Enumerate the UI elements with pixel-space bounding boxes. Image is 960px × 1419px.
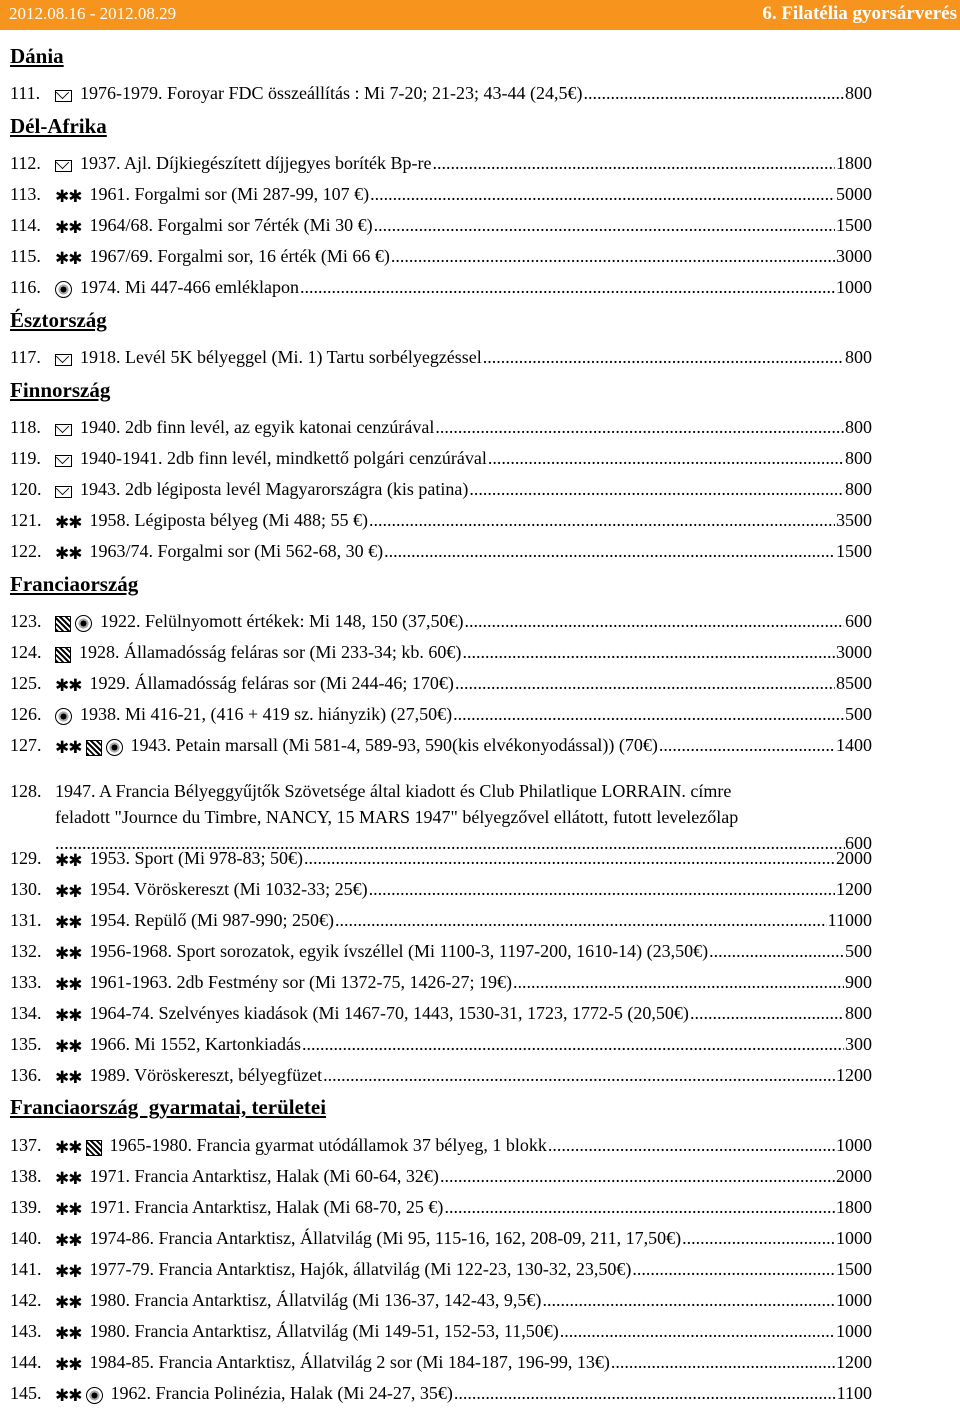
lot-row bbox=[10, 1380, 872, 1404]
condition-icons bbox=[55, 678, 82, 694]
lot-price: 2000 bbox=[836, 1166, 872, 1186]
lot-number: 127. bbox=[10, 735, 42, 755]
lot-description: 1965-1980. Francia gyarmat utódállamok 37 bélyeg, 1 blokk bbox=[109, 1135, 547, 1155]
lot-row bbox=[10, 181, 872, 205]
lot-number: 119. bbox=[10, 448, 41, 468]
lot-description: 1940-1941. 2db finn levél, mindkettő polgári cenzúrával bbox=[80, 448, 487, 468]
mint-icon: ✱✱ bbox=[55, 1385, 82, 1406]
lot-price: 800 bbox=[845, 347, 872, 367]
lot-number: 126. bbox=[10, 704, 42, 724]
lot-description: 1953. Sport (Mi 978-83; 50€) bbox=[89, 848, 303, 868]
lot-price: 1200 bbox=[836, 1352, 872, 1372]
lot-description: 1974-86. Francia Antarktisz, Állatvilág (Mi 95, 115-16, 162, 208-09, 211, 17,50€) bbox=[89, 1228, 682, 1248]
condition-icons bbox=[55, 1008, 82, 1024]
lot-price: 1100 bbox=[836, 1383, 872, 1403]
lot-price: 1000 bbox=[836, 277, 872, 297]
leader-dots bbox=[462, 641, 835, 663]
lot-description: 1964/68. Forgalmi sor 7érték (Mi 30 €) bbox=[89, 215, 373, 235]
lot-line-2: feladott "Journce du Timbre, NANCY, 15 MARS 1947" bélyegzővel ellátott, futott levelezőlap bbox=[55, 807, 739, 827]
lot-number: 144. bbox=[10, 1352, 42, 1372]
mint-icon: ✱✱ bbox=[55, 882, 82, 902]
lot-description: 1962. Francia Polinézia, Halak (Mi 24-27, 35€) bbox=[110, 1383, 453, 1403]
lot-description: 1976-1979. Foroyar FDC összeállítás : Mi 7-20; 21-23; 43-44 (24,5€) bbox=[80, 83, 583, 103]
leader-dots bbox=[454, 1382, 836, 1404]
lot-row bbox=[10, 1349, 872, 1373]
lot-number: 117. bbox=[10, 347, 41, 367]
condition-icons bbox=[55, 1264, 82, 1280]
lot-description: 1989. Vöröskereszt, bélyegfüzet bbox=[89, 1065, 323, 1085]
lot-number: 114. bbox=[10, 215, 41, 235]
lot-row bbox=[10, 1194, 872, 1218]
envelope-icon bbox=[55, 354, 72, 366]
leader-dots bbox=[370, 183, 835, 205]
mint-icon: ✱✱ bbox=[55, 1138, 82, 1158]
leader-dots bbox=[690, 1002, 844, 1024]
condition-icons bbox=[55, 1295, 82, 1311]
lot-number: 136. bbox=[10, 1065, 42, 1085]
lot-number: 133. bbox=[10, 972, 42, 992]
leader-dots bbox=[632, 1258, 835, 1280]
leader-dots bbox=[444, 1196, 835, 1218]
lot-row bbox=[10, 274, 872, 298]
lot-price: 1500 bbox=[836, 541, 872, 561]
leader-dots bbox=[682, 1227, 835, 1249]
lot-description: 1980. Francia Antarktisz, Állatvilág (Mi 149-51, 152-53, 11,50€) bbox=[89, 1321, 559, 1341]
lot-description: 1938. Mi 416-21, (416 + 419 sz. hiányzik) (27,50€) bbox=[80, 704, 453, 724]
lot-row bbox=[10, 938, 872, 962]
condition-icons bbox=[55, 251, 82, 267]
lot-description: 1940. 2db finn levél, az egyik katonai cenzúrával bbox=[80, 417, 435, 437]
lot-number: 134. bbox=[10, 1003, 42, 1023]
lot-description: 1961. Forgalmi sor (Mi 287-99, 107 €) bbox=[89, 184, 370, 204]
page-header bbox=[0, 0, 960, 30]
lot-price: 2000 bbox=[836, 848, 872, 868]
lot-number: 140. bbox=[10, 1228, 42, 1248]
mint-icon: ✱✱ bbox=[55, 676, 82, 696]
leader-dots bbox=[548, 1134, 835, 1156]
leader-dots bbox=[464, 610, 844, 632]
leader-dots bbox=[469, 478, 844, 500]
lot-description: 1929. Államadósság feláras sor (Mi 244-46; 170€) bbox=[89, 673, 454, 693]
lot-description: 1956-1968. Sport sorozatok, egyik ívszéllel (Mi 1100-3, 1197-200, 1610-14) (23,50€) bbox=[89, 941, 709, 961]
envelope-icon bbox=[55, 160, 72, 172]
lot-row bbox=[10, 414, 872, 438]
lot-price: 900 bbox=[845, 972, 872, 992]
lot-number: 123. bbox=[10, 611, 42, 631]
condition-icons bbox=[55, 189, 82, 205]
condition-icons bbox=[55, 853, 82, 869]
lot-row bbox=[10, 732, 872, 756]
mint-icon: ✱✱ bbox=[55, 1324, 82, 1344]
lot-row bbox=[10, 1163, 872, 1187]
section-heading: Dél-Afrika bbox=[10, 114, 107, 138]
condition-icons bbox=[55, 281, 72, 298]
lot-price: 800 bbox=[845, 83, 872, 103]
leader-dots bbox=[300, 276, 835, 298]
condition-icons bbox=[55, 1202, 82, 1218]
leader-dots bbox=[483, 346, 844, 368]
lot-description: 1967/69. Forgalmi sor, 16 érték (Mi 66 €) bbox=[89, 246, 390, 266]
stamped-icon bbox=[106, 739, 123, 756]
lot-price: 500 bbox=[845, 704, 872, 724]
lot-row bbox=[10, 476, 872, 500]
condition-icons bbox=[55, 615, 92, 632]
lot-number: 120. bbox=[10, 479, 42, 499]
leader-dots bbox=[513, 971, 844, 993]
lot-row bbox=[10, 608, 872, 632]
mint-icon: ✱✱ bbox=[55, 913, 82, 933]
lot-price: 1200 bbox=[836, 1065, 872, 1085]
lot-price: 5000 bbox=[836, 184, 872, 204]
mint-icon: ✱✱ bbox=[55, 975, 82, 995]
lot-row bbox=[10, 701, 872, 725]
section-heading: Finnország bbox=[10, 378, 111, 402]
lot-price: 3000 bbox=[836, 642, 872, 662]
condition-icons bbox=[55, 1171, 82, 1187]
lot-row bbox=[10, 243, 872, 267]
leader-dots bbox=[583, 82, 844, 104]
lot-row bbox=[10, 639, 872, 663]
lot-description: 1954. Repülő (Mi 987-990; 250€) bbox=[89, 910, 334, 930]
auction-title: 6. Filatélia gyorsárverés bbox=[762, 3, 957, 24]
lot-number: 125. bbox=[10, 673, 42, 693]
lot-row bbox=[10, 1318, 872, 1342]
lot-description: 1974. Mi 447-466 emléklapon bbox=[80, 277, 299, 297]
date-range: 2012.08.16 - 2012.08.29 bbox=[9, 4, 177, 23]
stamped-icon bbox=[55, 281, 72, 298]
block-icon bbox=[55, 647, 71, 663]
condition-icons bbox=[55, 90, 72, 104]
leader-dots bbox=[440, 1165, 835, 1187]
lot-description: 1971. Francia Antarktisz, Halak (Mi 68-70, 25 €) bbox=[89, 1197, 444, 1217]
mint-icon: ✱✱ bbox=[55, 1037, 82, 1057]
condition-icons bbox=[55, 708, 72, 725]
lot-row bbox=[10, 507, 872, 531]
condition-icons bbox=[55, 515, 82, 531]
lot-number: 116. bbox=[10, 277, 41, 297]
lot-row bbox=[10, 1062, 872, 1086]
lot-number: 145. bbox=[10, 1383, 42, 1403]
condition-icons bbox=[55, 220, 82, 236]
lot-description: 1963/74. Forgalmi sor (Mi 562-68, 30 €) bbox=[89, 541, 384, 561]
condition-icons bbox=[55, 354, 72, 368]
lot-price: 11000 bbox=[827, 910, 872, 930]
mint-icon: ✱✱ bbox=[55, 187, 82, 207]
envelope-icon bbox=[55, 455, 72, 467]
leader-dots bbox=[432, 152, 835, 174]
lot-number: 122. bbox=[10, 541, 42, 561]
lot-price: 1400 bbox=[836, 735, 872, 755]
lot-row bbox=[10, 80, 872, 104]
lot-price: 800 bbox=[845, 1003, 872, 1023]
mint-icon: ✱✱ bbox=[55, 1293, 82, 1313]
mint-icon: ✱✱ bbox=[55, 851, 82, 871]
envelope-icon bbox=[55, 486, 72, 498]
lot-price: 800 bbox=[845, 479, 872, 499]
lot-number: 135. bbox=[10, 1034, 42, 1054]
mint-icon: ✱✱ bbox=[55, 249, 82, 269]
lot-number: 112. bbox=[10, 153, 41, 173]
condition-icons bbox=[55, 455, 72, 469]
lot-price: 1000 bbox=[836, 1228, 872, 1248]
lot-description: 1984-85. Francia Antarktisz, Állatvilág 2 sor (Mi 184-187, 196-99, 13€) bbox=[89, 1352, 610, 1372]
leader-dots bbox=[335, 909, 827, 931]
section-heading: Észtország bbox=[10, 308, 107, 332]
envelope-icon bbox=[55, 90, 72, 102]
lot-description: 1937. Ajl. Díjkiegészített díjjegyes boríték Bp-re bbox=[80, 153, 432, 173]
lot-number: 142. bbox=[10, 1290, 42, 1310]
leader-dots bbox=[542, 1289, 835, 1311]
section-heading: Franciaország gyarmatai, területei bbox=[10, 1095, 327, 1119]
lot-number: 131. bbox=[10, 910, 42, 930]
leader-dots bbox=[369, 509, 835, 531]
condition-icons bbox=[55, 977, 82, 993]
lot-number: 129. bbox=[10, 848, 42, 868]
lot-number: 124. bbox=[10, 642, 42, 662]
condition-icons bbox=[55, 739, 123, 756]
lot-price: 800 bbox=[845, 448, 872, 468]
lot-price: 300 bbox=[845, 1034, 872, 1054]
block-icon bbox=[55, 616, 71, 632]
leader-dots bbox=[369, 878, 835, 900]
mint-icon: ✱✱ bbox=[55, 1200, 82, 1220]
leader-dots bbox=[488, 447, 844, 469]
condition-icons bbox=[55, 946, 82, 962]
condition-icons bbox=[55, 884, 82, 900]
lot-row bbox=[10, 1132, 872, 1156]
condition-icons bbox=[55, 915, 82, 931]
lot-number: 130. bbox=[10, 879, 42, 899]
lot-price: 3000 bbox=[836, 246, 872, 266]
condition-icons bbox=[55, 1387, 103, 1404]
mint-icon: ✱✱ bbox=[55, 1068, 82, 1088]
leader-dots bbox=[302, 1033, 844, 1055]
mint-icon: ✱✱ bbox=[55, 544, 82, 564]
lot-price: 1000 bbox=[836, 1290, 872, 1310]
lot-price: 3500 bbox=[836, 510, 872, 530]
condition-icons bbox=[55, 1357, 82, 1373]
lot-price: 600 bbox=[845, 833, 872, 853]
lot-row bbox=[10, 670, 872, 694]
condition-icons bbox=[55, 1039, 82, 1055]
section-heading: Franciaország bbox=[10, 572, 139, 596]
leader-dots bbox=[384, 540, 835, 562]
lot-row bbox=[10, 212, 872, 236]
leader-dots bbox=[560, 1320, 835, 1342]
lot-description: 1922. Felülnyomott értékek: Mi 148, 150 (37,50€) bbox=[100, 611, 464, 631]
lot-description: 1928. Államadósság feláras sor (Mi 233-34; kb. 60€) bbox=[79, 642, 462, 662]
lot-price: 1800 bbox=[836, 153, 872, 173]
stamped-icon bbox=[86, 1387, 103, 1404]
lot-description: 1964-74. Szelvényes kiadások (Mi 1467-70, 1443, 1530-31, 1723, 1772-5 (20,50€) bbox=[89, 1003, 689, 1023]
lot-row bbox=[10, 1225, 872, 1249]
lot-price: 1800 bbox=[836, 1197, 872, 1217]
leader-dots bbox=[435, 416, 844, 438]
mint-icon: ✱✱ bbox=[55, 944, 82, 964]
mint-icon: ✱✱ bbox=[55, 513, 82, 533]
lot-number: 132. bbox=[10, 941, 42, 961]
lot-number: 118. bbox=[10, 417, 41, 437]
lot-price: 1200 bbox=[836, 879, 872, 899]
lot-price: 1500 bbox=[836, 1259, 872, 1279]
lot-row bbox=[10, 538, 872, 562]
block-icon bbox=[86, 740, 102, 756]
lot-number: 139. bbox=[10, 1197, 42, 1217]
lot-price: 500 bbox=[845, 941, 872, 961]
lot-number: 138. bbox=[10, 1166, 42, 1186]
mint-icon: ✱✱ bbox=[55, 737, 82, 758]
lot-line-1 bbox=[10, 778, 872, 804]
section-heading: Dánia bbox=[10, 44, 64, 68]
lot-row bbox=[10, 876, 872, 900]
lot-number: 121. bbox=[10, 510, 42, 530]
mint-icon: ✱✱ bbox=[55, 1231, 82, 1251]
leader-dots bbox=[374, 214, 835, 236]
lot-number: 137. bbox=[10, 1135, 42, 1155]
lot-description: 1947. A Francia Bélyeggyűjtők Szövetsége által kiadott és Club Philatlique LORRAIN. címre bbox=[55, 781, 732, 801]
lot-description: 1980. Francia Antarktisz, Állatvilág (Mi 136-37, 142-43, 9,5€) bbox=[89, 1290, 542, 1310]
lot-description: 1943. 2db légiposta levél Magyarországra (kis patina) bbox=[80, 479, 469, 499]
lot-row bbox=[10, 845, 872, 869]
lot-price: 8500 bbox=[836, 673, 872, 693]
condition-icons bbox=[55, 424, 72, 438]
lot-number: 113. bbox=[10, 184, 41, 204]
lot-row bbox=[10, 969, 872, 993]
mint-icon: ✱✱ bbox=[55, 218, 82, 238]
condition-icons bbox=[55, 486, 72, 500]
mint-icon: ✱✱ bbox=[55, 1006, 82, 1026]
condition-icons bbox=[55, 647, 71, 663]
lot-price: 1000 bbox=[836, 1135, 872, 1155]
lot-row bbox=[10, 1000, 872, 1024]
lot-row bbox=[10, 150, 872, 174]
mint-icon: ✱✱ bbox=[55, 1262, 82, 1282]
envelope-icon bbox=[55, 424, 72, 436]
leader-dots bbox=[611, 1351, 835, 1373]
lot-price: 1500 bbox=[836, 215, 872, 235]
lot-description: 1971. Francia Antarktisz, Halak (Mi 60-64, 32€) bbox=[89, 1166, 439, 1186]
condition-icons bbox=[55, 1326, 82, 1342]
lot-row bbox=[10, 1256, 872, 1280]
lot-description: 1977-79. Francia Antarktisz, Hajók, állatvilág (Mi 122-23, 130-32, 23,50€) bbox=[89, 1259, 632, 1279]
block-icon bbox=[86, 1140, 102, 1156]
lot-price: 1000 bbox=[836, 1321, 872, 1341]
lot-row bbox=[10, 445, 872, 469]
lot-row bbox=[10, 907, 872, 931]
mint-icon: ✱✱ bbox=[55, 1169, 82, 1189]
lot-description: 1954. Vöröskereszt (Mi 1032-33; 25€) bbox=[89, 879, 368, 899]
leader-dots bbox=[709, 940, 844, 962]
leader-dots bbox=[391, 245, 835, 267]
lot-number: 128. bbox=[10, 781, 42, 801]
lot-row bbox=[10, 344, 872, 368]
lot-description: 1958. Légiposta bélyeg (Mi 488; 55 €) bbox=[89, 510, 368, 530]
lot-description: 1943. Petain marsall (Mi 581-4, 589-93, 590(kis elvékonyodással)) (70€) bbox=[130, 735, 658, 755]
leader-dots bbox=[455, 672, 835, 694]
lot-row bbox=[10, 1287, 872, 1311]
condition-icons bbox=[55, 1070, 82, 1086]
mint-icon: ✱✱ bbox=[55, 1355, 82, 1375]
condition-icons bbox=[55, 1140, 102, 1156]
lot-number: 115. bbox=[10, 246, 41, 266]
leader-dots bbox=[453, 703, 844, 725]
leader-dots bbox=[304, 847, 835, 869]
lot-price: 800 bbox=[845, 417, 872, 437]
condition-icons bbox=[55, 160, 72, 174]
condition-icons bbox=[55, 546, 82, 562]
lot-description: 1918. Levél 5K bélyeggel (Mi. 1) Tartu sorbélyegzéssel bbox=[80, 347, 482, 367]
leader-dots bbox=[323, 1064, 835, 1086]
lot-row bbox=[10, 1031, 872, 1055]
lot-number: 111. bbox=[10, 83, 41, 103]
lot-price: 600 bbox=[845, 611, 872, 631]
lot-number: 141. bbox=[10, 1259, 42, 1279]
lot-number: 143. bbox=[10, 1321, 42, 1341]
stamped-icon bbox=[75, 615, 92, 632]
leader-dots bbox=[659, 734, 835, 756]
lot-description: 1966. Mi 1552, Kartonkiadás bbox=[89, 1034, 301, 1054]
lot-description: 1961-1963. 2db Festmény sor (Mi 1372-75, 1426-27; 19€) bbox=[89, 972, 512, 992]
stamped-icon bbox=[55, 708, 72, 725]
condition-icons bbox=[55, 1233, 82, 1249]
